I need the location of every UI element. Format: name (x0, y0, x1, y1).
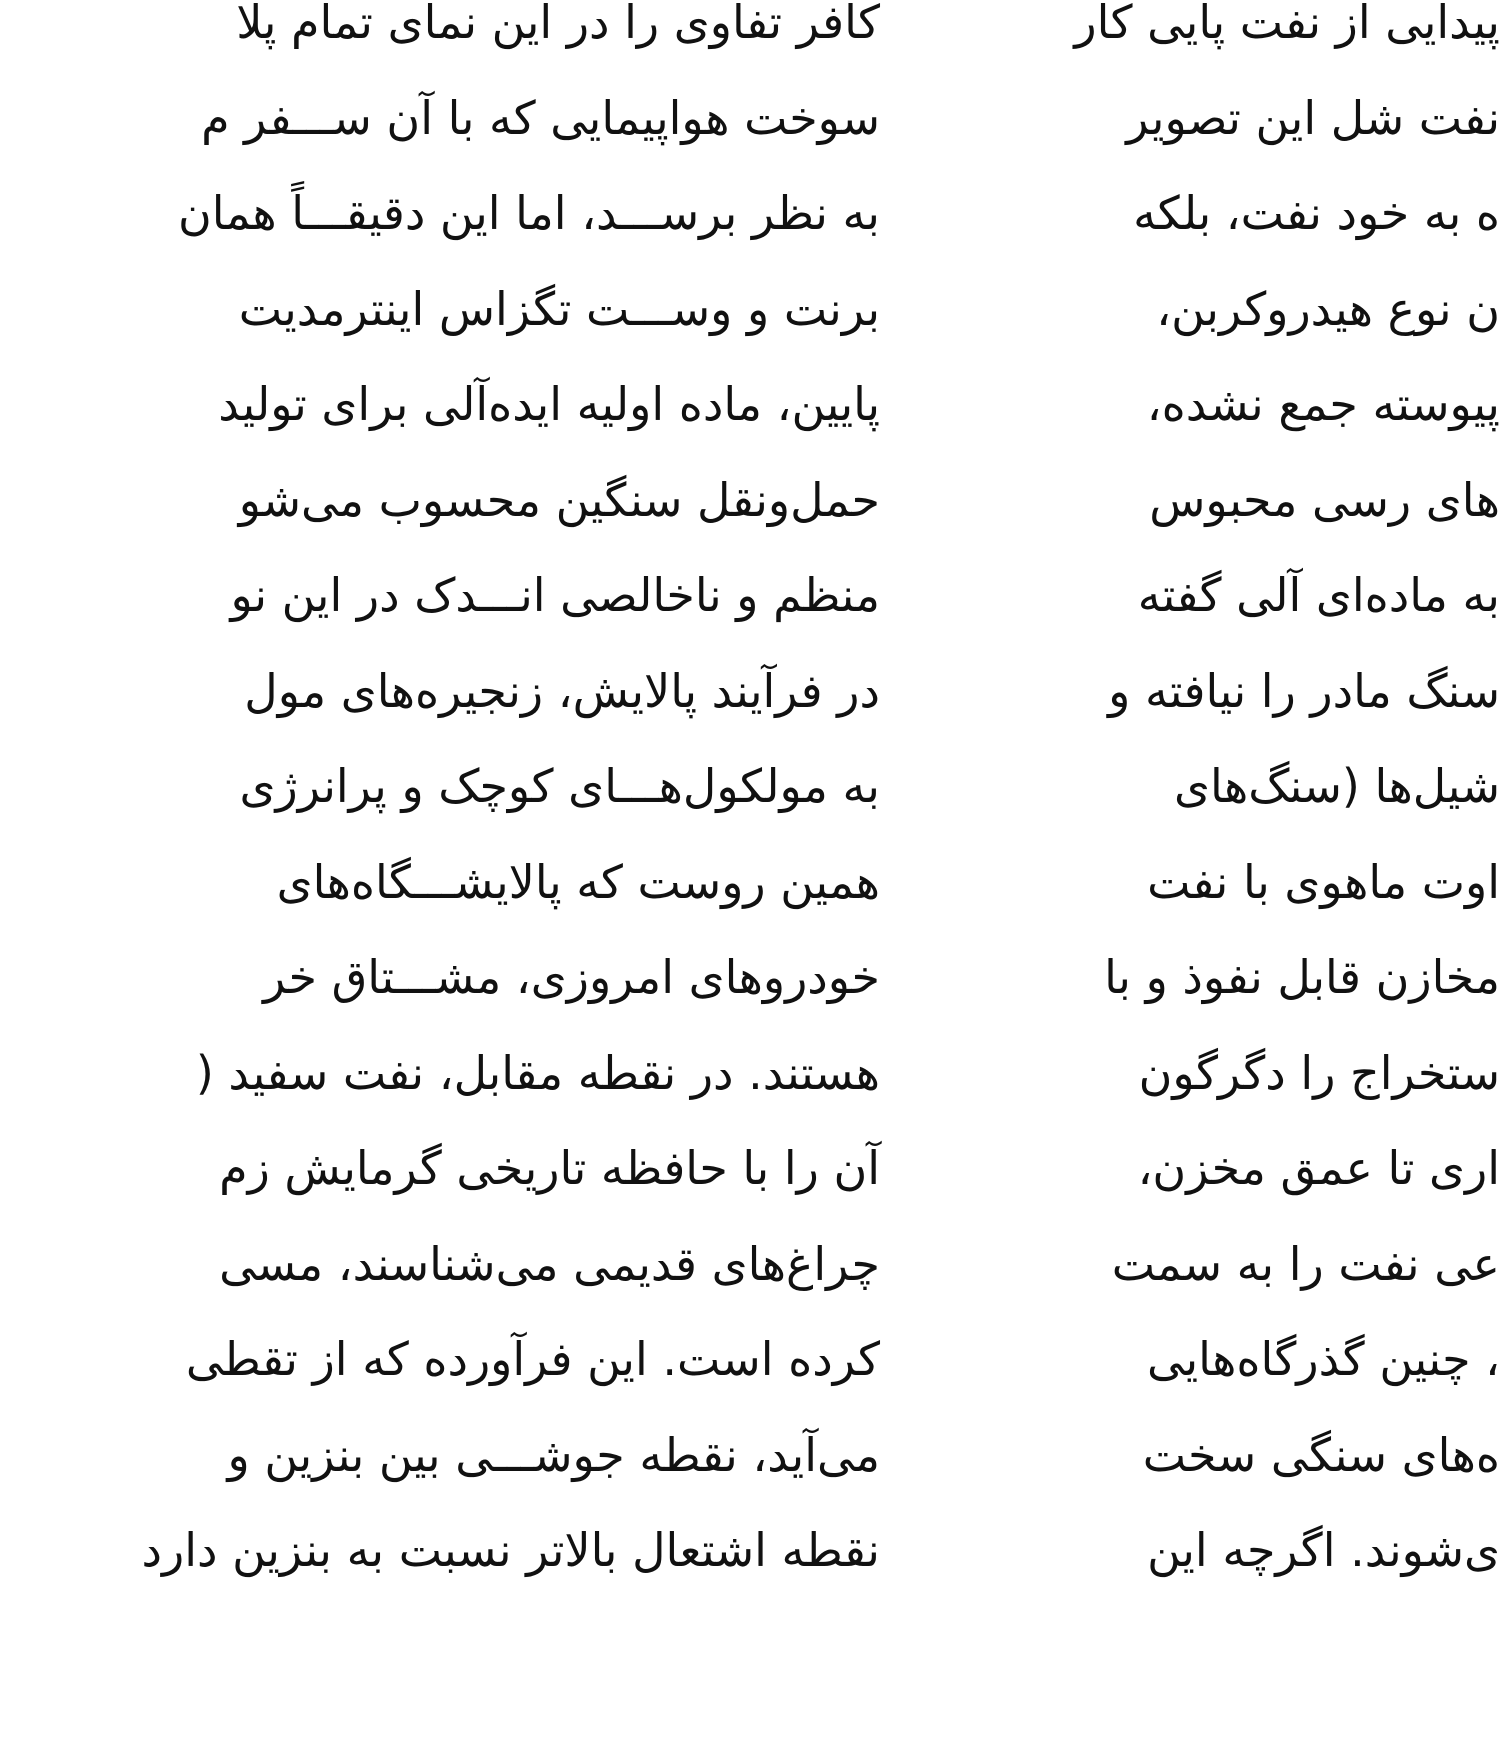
text-line: به نظر برســـد، اما این دقیقـــاً همان (177, 186, 880, 240)
text-line: پیوسته جمع نشده، (1146, 377, 1500, 431)
text-line: شیل‌ها (سنگ‌های (1174, 759, 1500, 813)
text-line: به مولکول‌هـــای کوچک و پرانرژی (239, 759, 880, 813)
text-line: سوخت هواپیمایی که با آن ســـفر م (201, 90, 880, 145)
text-line: ستخراج را دگرگون (1138, 1045, 1500, 1100)
text-line: به ماده‌ای آلی گفته (1137, 568, 1500, 622)
text-line: خودروهای امروزی، مشـــتاق خر (263, 950, 880, 1004)
text-line: ه‌های سنگی سخت (1142, 1427, 1500, 1482)
text-line: برنت و وســـت تگزاس اینترمدیت (238, 281, 880, 336)
text-line: همین روست که پالایشـــگاه‌های (276, 854, 880, 909)
text-line: نفت شل این تصویر (1126, 90, 1500, 145)
text-line: ی‌شوند. اگرچه این (1147, 1523, 1500, 1577)
text-line: کافر تفاوی را در این نمای تمام پلا (236, 0, 880, 49)
text-line: اوت ماهوی با نفت (1147, 854, 1500, 909)
text-line: ، چنین گذرگاه‌هایی (1147, 1332, 1500, 1386)
text-line: حمل‌ونقل سنگین محسوب می‌شو (238, 472, 880, 527)
text-line: ه به خود نفت، بلکه (1133, 186, 1500, 240)
text-line: کرده است. این فرآورده که از تقطی (185, 1332, 880, 1386)
text-line: آن را با حافظه تاریخی گرمایش زم (219, 1141, 880, 1195)
text-line: هستند. در نقطه مقابل، نفت سفید ( (195, 1045, 880, 1100)
text-line: مخازن قابل نفوذ و با (1104, 950, 1500, 1004)
text-line: عی نفت را به سمت (1111, 1236, 1500, 1291)
text-line: منظم و ناخالصی انـــدک در این نو (230, 568, 880, 622)
text-line: اری تا عمق مخزن، (1137, 1141, 1500, 1195)
text-line: در فرآیند پالایش، زنجیره‌های مول (244, 663, 880, 718)
text-line: ن نوع هیدروکربن، (1156, 281, 1500, 336)
text-line: می‌آید، نقطه جوشـــی بین بنزین و (227, 1427, 880, 1482)
text-line: پایین، ماده اولیه ایده‌آلی برای تولید (218, 377, 880, 431)
text-line: پیدایی از نفت پایی کار (1074, 0, 1500, 49)
text-line: ‌های رسی محبوس (1149, 472, 1500, 527)
text-line: چراغ‌های قدیمی می‌شناسند، مسی (219, 1236, 880, 1291)
text-line: نقطه اشتعال بالاتر نسبت به بنزین دارد (141, 1523, 880, 1577)
text-line: سنگ مادر را نیافته و (1108, 663, 1500, 718)
